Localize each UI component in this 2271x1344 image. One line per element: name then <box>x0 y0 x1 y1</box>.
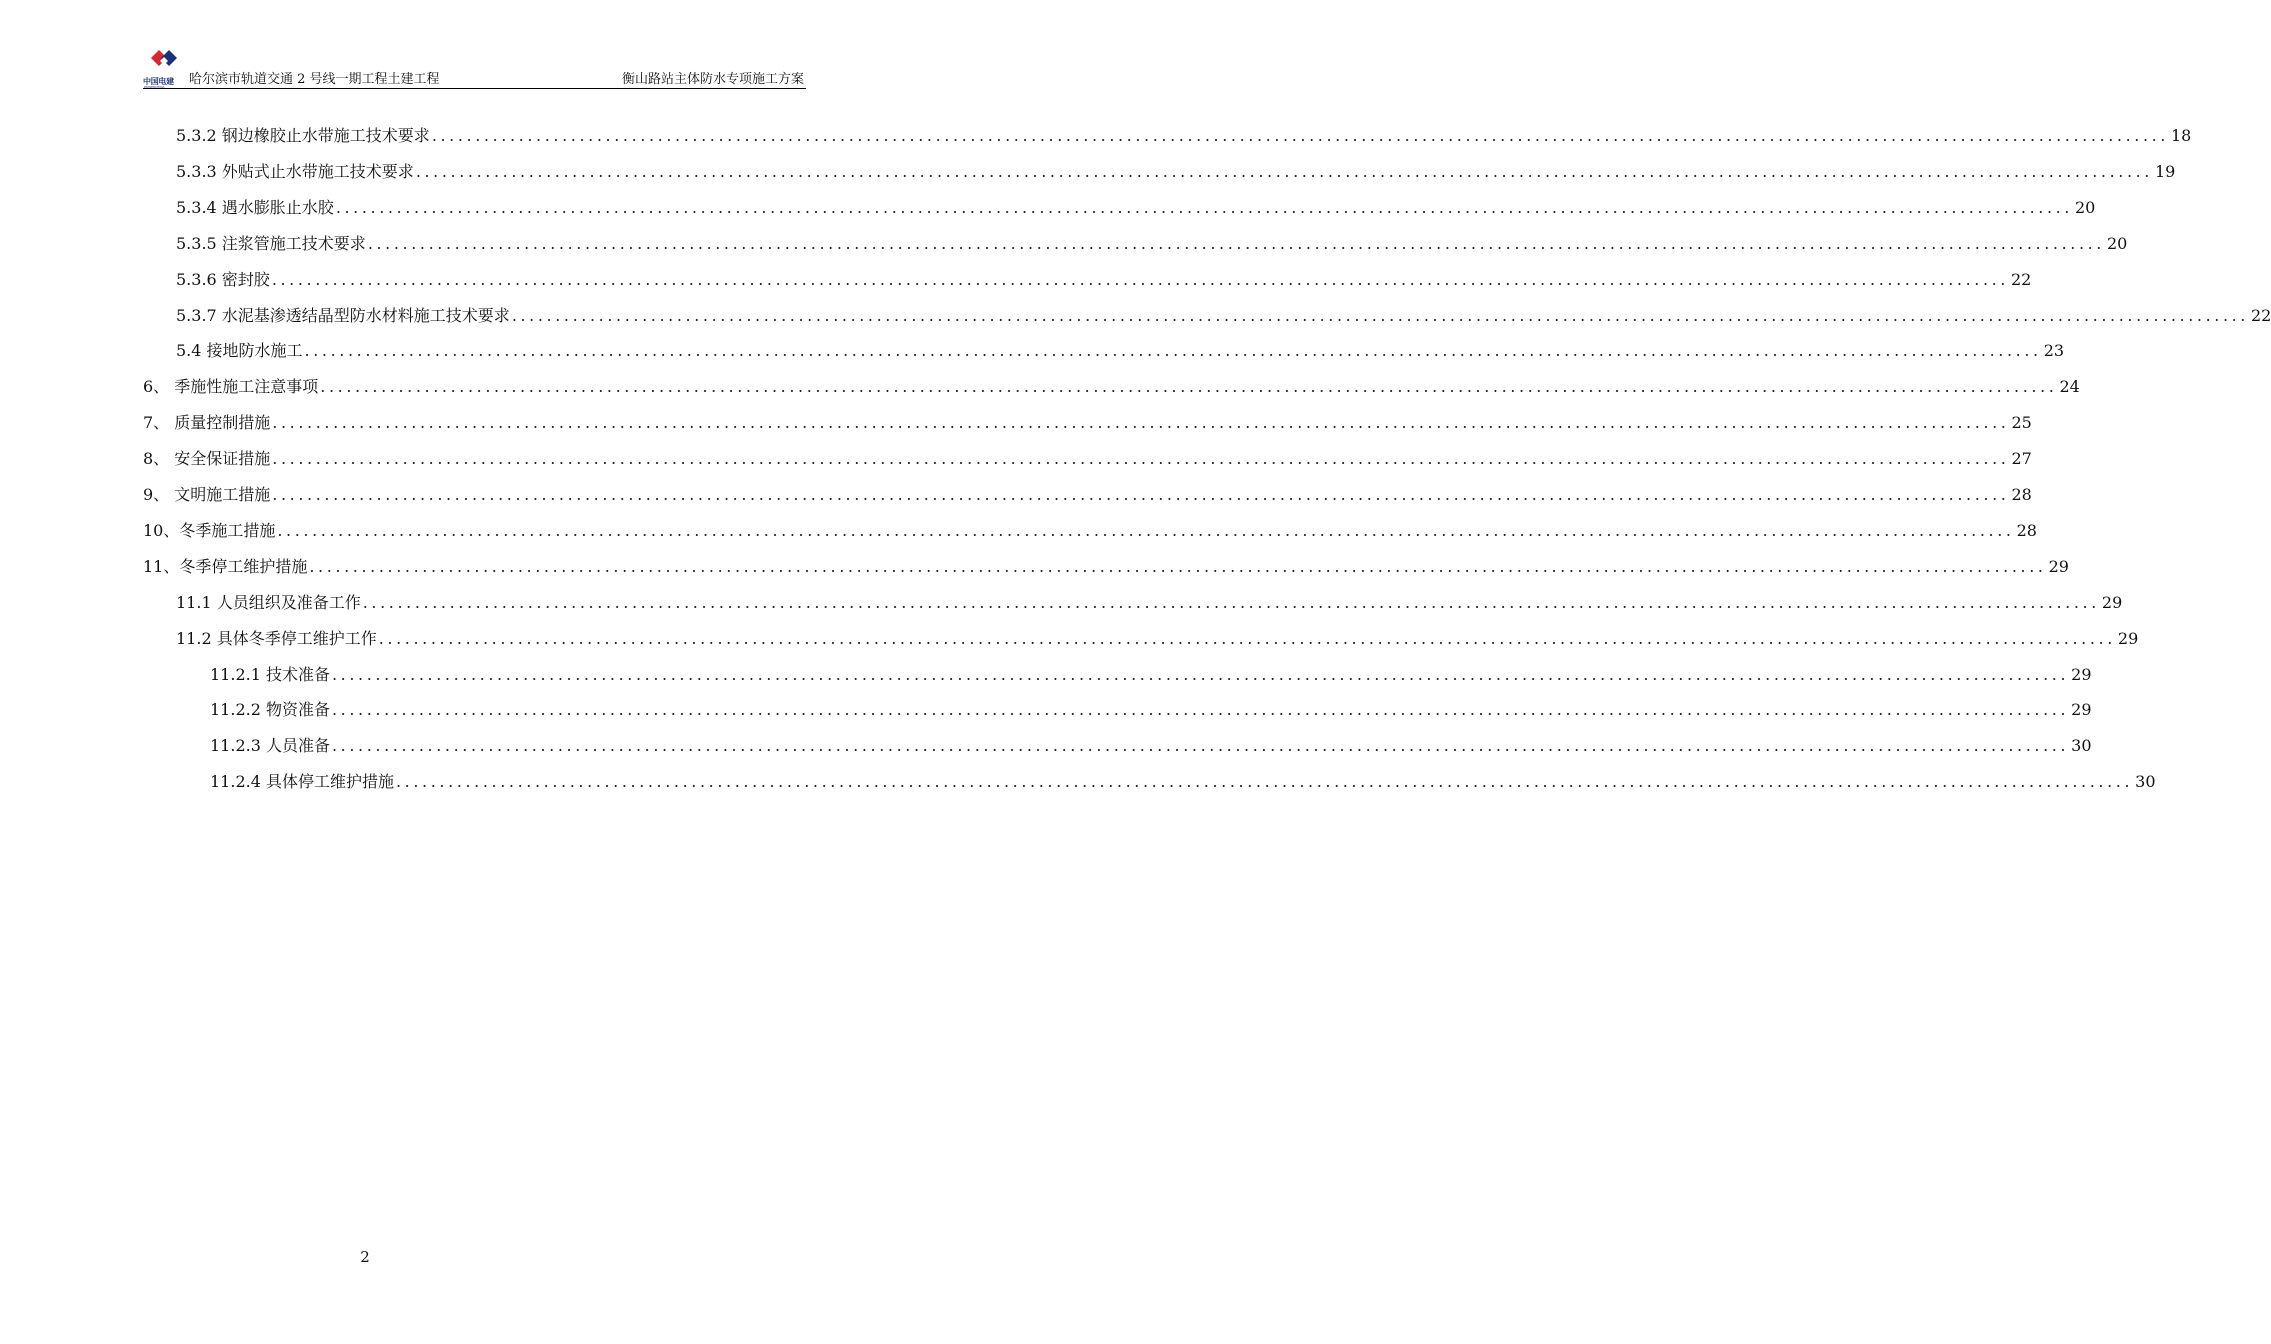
toc-entry[interactable] <box>176 230 2128 258</box>
toc-entry-page: 30 <box>2135 772 2156 792</box>
toc-entry-page: 29 <box>2071 664 2092 684</box>
toc-dot-leader: ........................................................................................................................................................................................................ <box>378 628 2116 648</box>
toc-entry[interactable] <box>176 337 2065 365</box>
toc-dot-leader: ........................................................................................................................................................................................................ <box>272 449 2010 469</box>
toc-dot-leader: ........................................................................................................................................................................................................ <box>415 161 2153 181</box>
toc-entry-page: 23 <box>2043 341 2065 361</box>
toc-entry[interactable] <box>210 661 2092 689</box>
header-divider <box>143 88 806 89</box>
toc-dot-leader: ........................................................................................................................................................................................................ <box>331 664 2070 684</box>
toc-entry[interactable] <box>143 445 2032 473</box>
toc-entry-page: 22 <box>2011 269 2032 289</box>
toc-entry[interactable] <box>176 625 2139 653</box>
toc-entry-title: 5.3.7 水泥基渗透结晶型防水材料施工技术要求 <box>176 305 510 325</box>
toc-entry[interactable] <box>176 158 2176 186</box>
toc-entry-page: 22 <box>2251 305 2271 325</box>
toc-dot-leader: ........................................................................................................................................................................................................ <box>431 126 2169 145</box>
logo-text: 中国电建 <box>143 77 174 86</box>
toc-entry-page: 20 <box>2107 233 2128 253</box>
toc-dot-leader: ........................................................................................................................................................................................................ <box>271 269 2009 289</box>
toc-dot-leader: ........................................................................................................................................................................................................ <box>395 772 2134 792</box>
toc-dot-leader: ........................................................................................................................................................................................................ <box>331 700 2070 720</box>
toc-entry-page: 28 <box>2011 485 2032 504</box>
toc-entry-title: 11.1 人员组织及准备工作 <box>176 592 361 612</box>
toc-entry[interactable] <box>176 302 2271 330</box>
toc-entry[interactable] <box>176 194 2096 222</box>
document-title: 衡山路站主体防水专项施工方案 <box>621 72 804 87</box>
toc-entry-title: 8、 安全保证措施 <box>143 449 271 469</box>
powerchina-logo <box>143 48 191 88</box>
toc-entry-title: 5.3.4 遇水膨胀止水胶 <box>176 197 334 217</box>
toc-entry[interactable] <box>143 553 2069 581</box>
toc-entry-title: 7、 质量控制措施 <box>143 413 271 433</box>
toc-dot-leader: ........................................................................................................................................................................................................ <box>362 592 2100 612</box>
toc-entry-title: 5.3.3 外贴式止水带施工技术要求 <box>176 161 414 181</box>
toc-entry-title: 10、冬季施工措施 <box>143 520 276 540</box>
toc-entry-page: 29 <box>2101 592 2123 612</box>
toc-entry-title: 11.2.3 人员准备 <box>210 736 330 756</box>
toc-entry-title: 5.4 接地防水施工 <box>176 341 303 361</box>
toc-dot-leader: ........................................................................................................................................................................................................ <box>511 305 2249 325</box>
toc-entry-page: 18 <box>2171 126 2192 145</box>
toc-entry[interactable] <box>210 732 2092 760</box>
logo-mark-icon <box>151 48 183 74</box>
toc-entry[interactable] <box>143 517 2037 545</box>
toc-entry-title: 11.2 具体冬季停工维护工作 <box>176 628 377 648</box>
toc-dot-leader: ........................................................................................................................................................................................................ <box>335 197 2073 217</box>
toc-entry-page: 24 <box>2059 377 2080 397</box>
toc-entry-title: 11.2.1 技术准备 <box>210 664 330 684</box>
toc-entry[interactable] <box>176 122 2192 150</box>
toc-entry-page: 29 <box>2071 700 2092 720</box>
toc-entry-title: 5.3.6 密封胶 <box>176 269 270 289</box>
toc-entry-page: 20 <box>2075 197 2096 217</box>
toc-entry-page: 19 <box>2155 161 2176 181</box>
page-header <box>143 48 806 92</box>
toc-entry-title: 5.3.2 钢边橡胶止水带施工技术要求 <box>176 126 430 145</box>
toc-entry-title: 9、 文明施工措施 <box>143 485 271 504</box>
toc-entry-title: 11.2.4 具体停工维护措施 <box>210 772 394 792</box>
toc-entry[interactable] <box>210 768 2156 796</box>
toc-entry-page: 29 <box>2048 556 2069 576</box>
page-number: 2 <box>360 1248 370 1266</box>
toc-dot-leader: ........................................................................................................................................................................................................ <box>277 520 2015 540</box>
toc-entry-page: 27 <box>2011 449 2032 469</box>
logo-subtext: POWERCHINA <box>144 85 165 89</box>
toc-entry-title: 6、 季施性施工注意事项 <box>143 377 319 397</box>
toc-dot-leader: ........................................................................................................................................................................................................ <box>272 413 2010 433</box>
toc-dot-leader: ........................................................................................................................................................................................................ <box>272 485 2010 504</box>
toc-dot-leader: ........................................................................................................................................................................................................ <box>320 377 2058 397</box>
toc-dot-leader: ........................................................................................................................................................................................................ <box>331 736 2070 756</box>
toc-entry[interactable] <box>176 589 2123 617</box>
toc-entry-title: 5.3.5 注浆管施工技术要求 <box>176 233 366 253</box>
toc-entry-page: 30 <box>2071 736 2092 756</box>
toc-entry[interactable] <box>210 696 2092 724</box>
toc-dot-leader: ........................................................................................................................................................................................................ <box>304 341 2042 361</box>
toc-entry-page: 29 <box>2117 628 2139 648</box>
toc-entry-title: 11.2.2 物资准备 <box>210 700 330 720</box>
toc-entry-title: 11、冬季停工维护措施 <box>143 556 308 576</box>
toc-entry[interactable] <box>143 373 2080 401</box>
project-title: 哈尔滨市轨道交通 2 号线一期工程土建工程 <box>189 72 440 87</box>
toc-entry[interactable] <box>143 409 2032 437</box>
toc-entry-page: 28 <box>2016 520 2037 540</box>
toc-dot-leader: ........................................................................................................................................................................................................ <box>367 233 2105 253</box>
toc-entry-page: 25 <box>2011 413 2032 433</box>
toc-dot-leader: ........................................................................................................................................................................................................ <box>309 556 2047 576</box>
toc-entry[interactable] <box>143 481 2032 509</box>
toc-entry[interactable] <box>176 266 2032 294</box>
